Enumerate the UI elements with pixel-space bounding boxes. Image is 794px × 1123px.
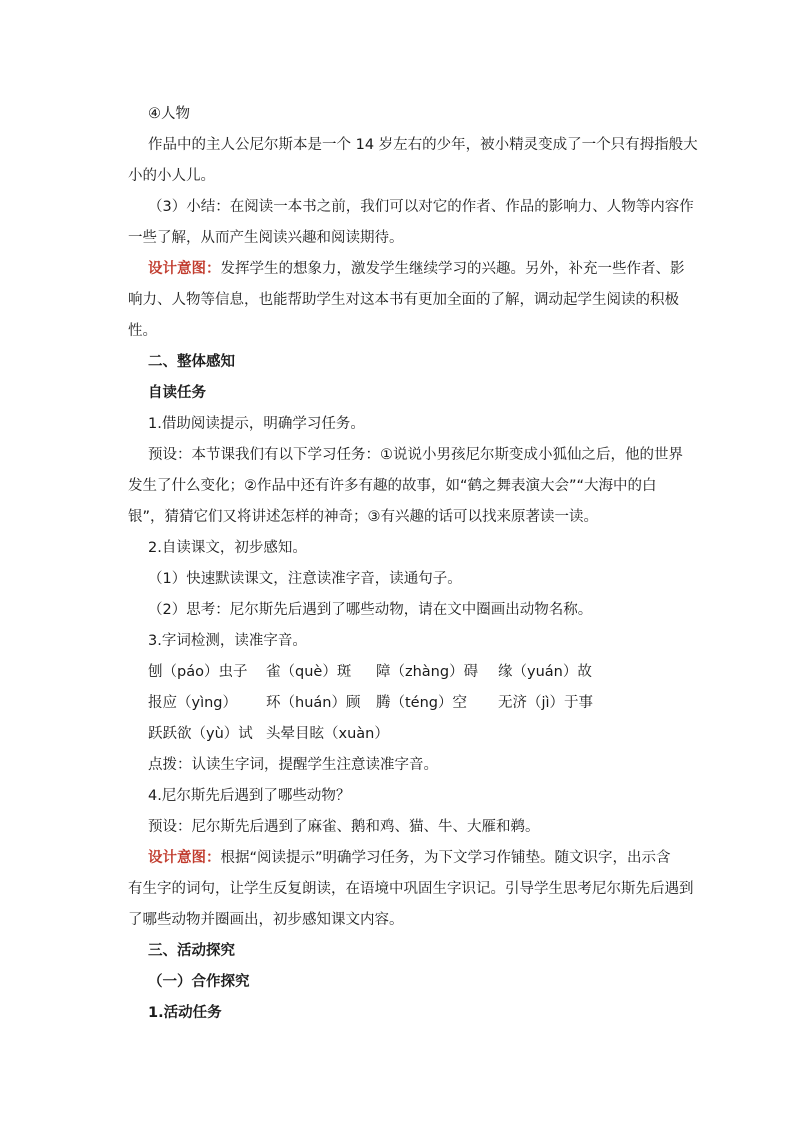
paragraph-line: 1.借助阅读提示，明确学习任务。 [148, 416, 365, 432]
vocabulary-item: 环（huán）顾 [266, 695, 361, 711]
paragraph-line: （2）思考：尼尔斯先后遇到了哪些动物，请在文中圈画出动物名称。 [148, 602, 593, 618]
subheading-cooperative-exploration: （一）合作探究 [148, 974, 250, 990]
paragraph-line: 小的小人儿。 [128, 168, 215, 184]
paragraph-line: 作品中的主人公尼尔斯本是一个 14 岁左右的少年，被小精灵变成了一个只有拇指般大 [148, 137, 698, 153]
paragraph-line: （3）小结：在阅读一本书之前，我们可以对它的作者、作品的影响力、人物等内容作 [148, 199, 694, 215]
vocabulary-item: 雀（què）斑 [266, 664, 352, 680]
paragraph-line: 3.字词检测，读准字音。 [148, 633, 307, 649]
paragraph-line: 预设：本节课我们有以下学习任务：①说说小男孩尼尔斯变成小狐仙之后，他的世界 [148, 447, 683, 463]
paragraph-line: 了哪些动物并圈画出，初步感知课文内容。 [128, 912, 404, 928]
paragraph-line: 一些了解，从而产生阅读兴趣和阅读期待。 [128, 230, 404, 246]
subheading-self-reading-task: 自读任务 [148, 385, 206, 401]
document-body [128, 99, 698, 1029]
section-heading-overall-perception: 二、整体感知 [148, 354, 235, 370]
vocabulary-row [148, 688, 678, 719]
section-heading-activity-exploration: 三、活动探究 [148, 943, 235, 959]
paragraph-line: 性。 [128, 323, 157, 339]
paragraph-line: 4.尼尔斯先后遇到了哪些动物？ [148, 788, 351, 804]
vocabulary-item: 障（zhàng）碍 [376, 664, 479, 680]
design-intent-label: 设计意图： [148, 261, 221, 277]
subheading-activity-task: 1.活动任务 [148, 1005, 222, 1021]
design-intent-label: 设计意图： [148, 850, 221, 866]
design-intent-line [148, 254, 685, 285]
paragraph-line: （1）快速默读课文，注意读准字音，读通句子。 [148, 571, 462, 587]
vocabulary-item: 报应（yìng） [148, 695, 238, 711]
vocabulary-item: 腾（téng）空 [376, 695, 467, 711]
vocabulary-item: 无济（jì）于事 [498, 695, 594, 711]
vocabulary-item: 刨（páo）虫子 [148, 664, 248, 680]
vocabulary-item: 跃跃欲（yù）试 [148, 726, 253, 742]
vocabulary-item: 缘（yuán）故 [498, 664, 592, 680]
paragraph-line: 点拨：认读生字词，提醒学生注意读准字音。 [148, 757, 438, 773]
vocabulary-row [148, 719, 678, 750]
vocabulary-row [148, 657, 678, 688]
vocabulary-item: 头晕目眩（xuàn） [266, 726, 389, 742]
design-intent-text: 发挥学生的想象力，激发学生继续学习的兴趣。另外，补充一些作者、影 [220, 261, 685, 277]
design-intent-line [148, 843, 678, 874]
paragraph-line: 2.自读课文，初步感知。 [148, 540, 307, 556]
paragraph-line: 响力、人物等信息，也能帮助学生对这本书有更加全面的了解，调动起学生阅读的积极 [128, 292, 679, 308]
paragraph-line: 预设：尼尔斯先后遇到了麻雀、鹅和鸡、猫、牛、大雁和鹈。 [148, 819, 540, 835]
paragraph-line: 发生了什么变化；②作品中还有许多有趣的故事，如“鹤之舞表演大会”“大海中的白 [128, 478, 657, 494]
subheading-characters: ④人物 [148, 106, 190, 122]
paragraph-line: 有生字的词句，让学生反复朗读，在语境中巩固生字识记。引导学生思考尼尔斯先后遇到 [128, 881, 694, 897]
paragraph-line: 银”，猜猜它们又将讲述怎样的神奇；③有兴趣的话可以找来原著读一读。 [128, 509, 599, 525]
design-intent-text: 根据“阅读提示”明确学习任务，为下文学习作铺垫。随文识字，出示含 [220, 850, 671, 866]
